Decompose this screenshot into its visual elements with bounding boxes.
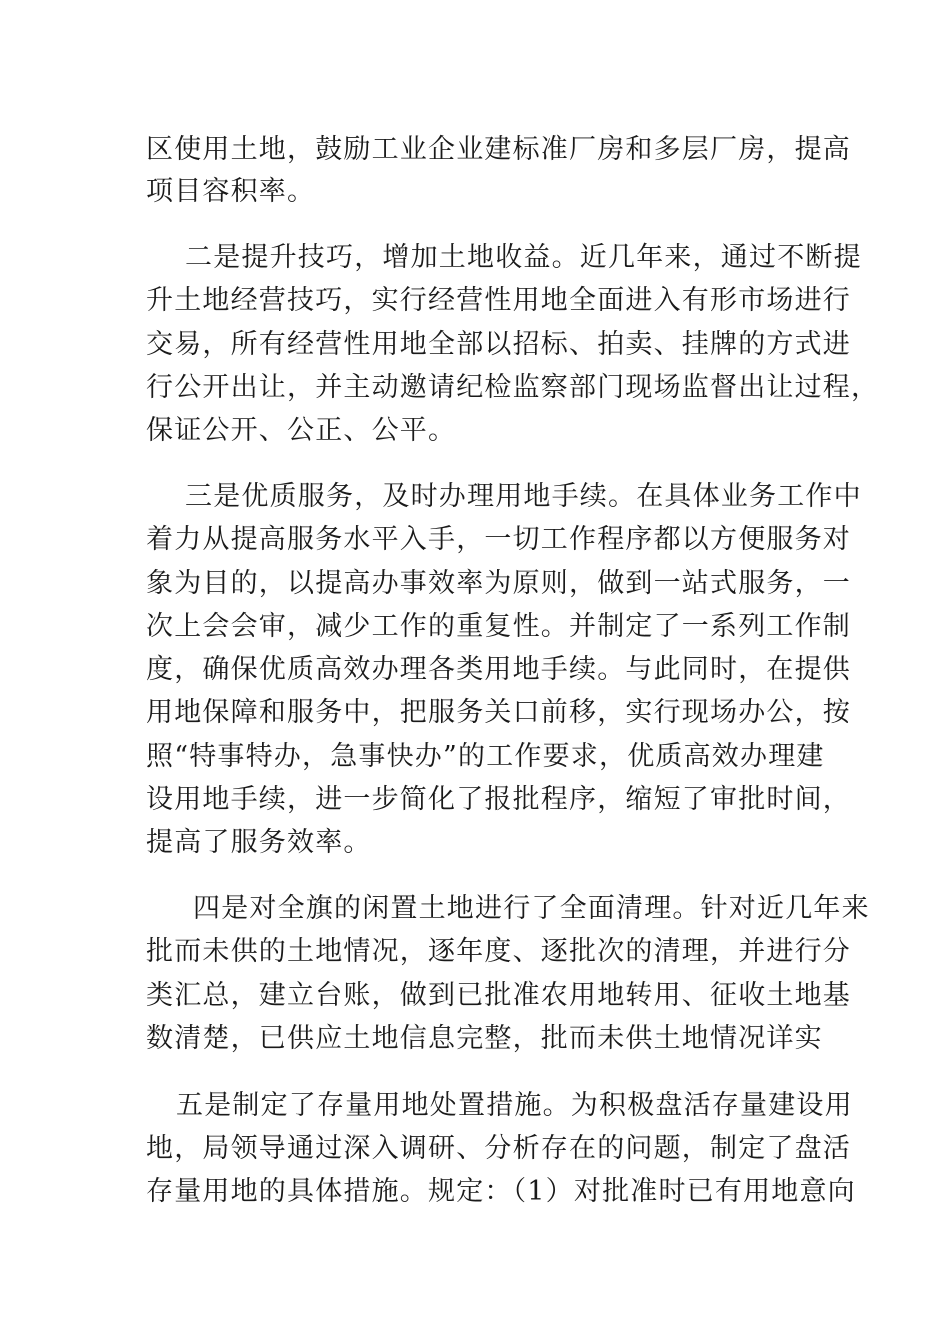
text-line: 提高了服务效率。: [146, 827, 372, 858]
text-line: 象为目的，以提高办事效率为原则，做到一站式服务，一: [146, 568, 851, 599]
text-line: 照“特事特办，急事快办”的工作要求，优质高效办理建: [146, 741, 825, 772]
text-line: 保证公开、公正、公平。: [146, 415, 457, 446]
text-line: 存量用地的具体措施。规定：（1）对批准时已有用地意向: [146, 1176, 856, 1207]
text-line: 升土地经营技巧，实行经营性用地全面进入有形市场进行: [146, 285, 851, 316]
text-line: 设用地手续，进一步简化了报批程序，缩短了审批时间，: [146, 784, 851, 815]
text-line: 批而未供的土地情况，逐年度、逐批次的清理，并进行分: [146, 936, 851, 967]
text-line: 三是优质服务，及时办理用地手续。在具体业务工作中: [185, 481, 862, 512]
text-line: 区使用土地，鼓励工业企业建标准厂房和多层厂房，提高: [146, 134, 851, 165]
text-line: 度，确保优质高效办理各类用地手续。与此同时，在提供: [146, 654, 851, 685]
text-line: 数清楚，已供应土地信息完整，批而未供土地情况详实: [146, 1023, 823, 1054]
text-line: 交易，所有经营性用地全部以招标、拍卖、挂牌的方式进: [146, 329, 851, 360]
text-line: 四是对全旗的闲置土地进行了全面清理。针对近几年来: [193, 893, 870, 924]
text-line: 地，局领导通过深入调研、分析存在的问题，制定了盘活: [146, 1133, 851, 1164]
text-line: 二是提升技巧，增加土地收益。近几年来，通过不断提: [185, 242, 862, 273]
text-line: 行公开出让，并主动邀请纪检监察部门现场监督出让过程，: [146, 372, 880, 403]
text-line: 五是制定了存量用地处置措施。为积极盘活存量建设用: [176, 1090, 853, 1121]
text-line: 类汇总，建立台账，做到已批准农用地转用、征收土地基: [146, 980, 851, 1011]
text-line: 着力从提高服务水平入手，一切工作程序都以方便服务对: [146, 524, 851, 555]
text-line: 项目容积率。: [146, 176, 316, 207]
text-line: 次上会会审，减少工作的重复性。并制定了一系列工作制: [146, 611, 851, 642]
text-line: 用地保障和服务中，把服务关口前移，实行现场办公，按: [146, 697, 851, 728]
